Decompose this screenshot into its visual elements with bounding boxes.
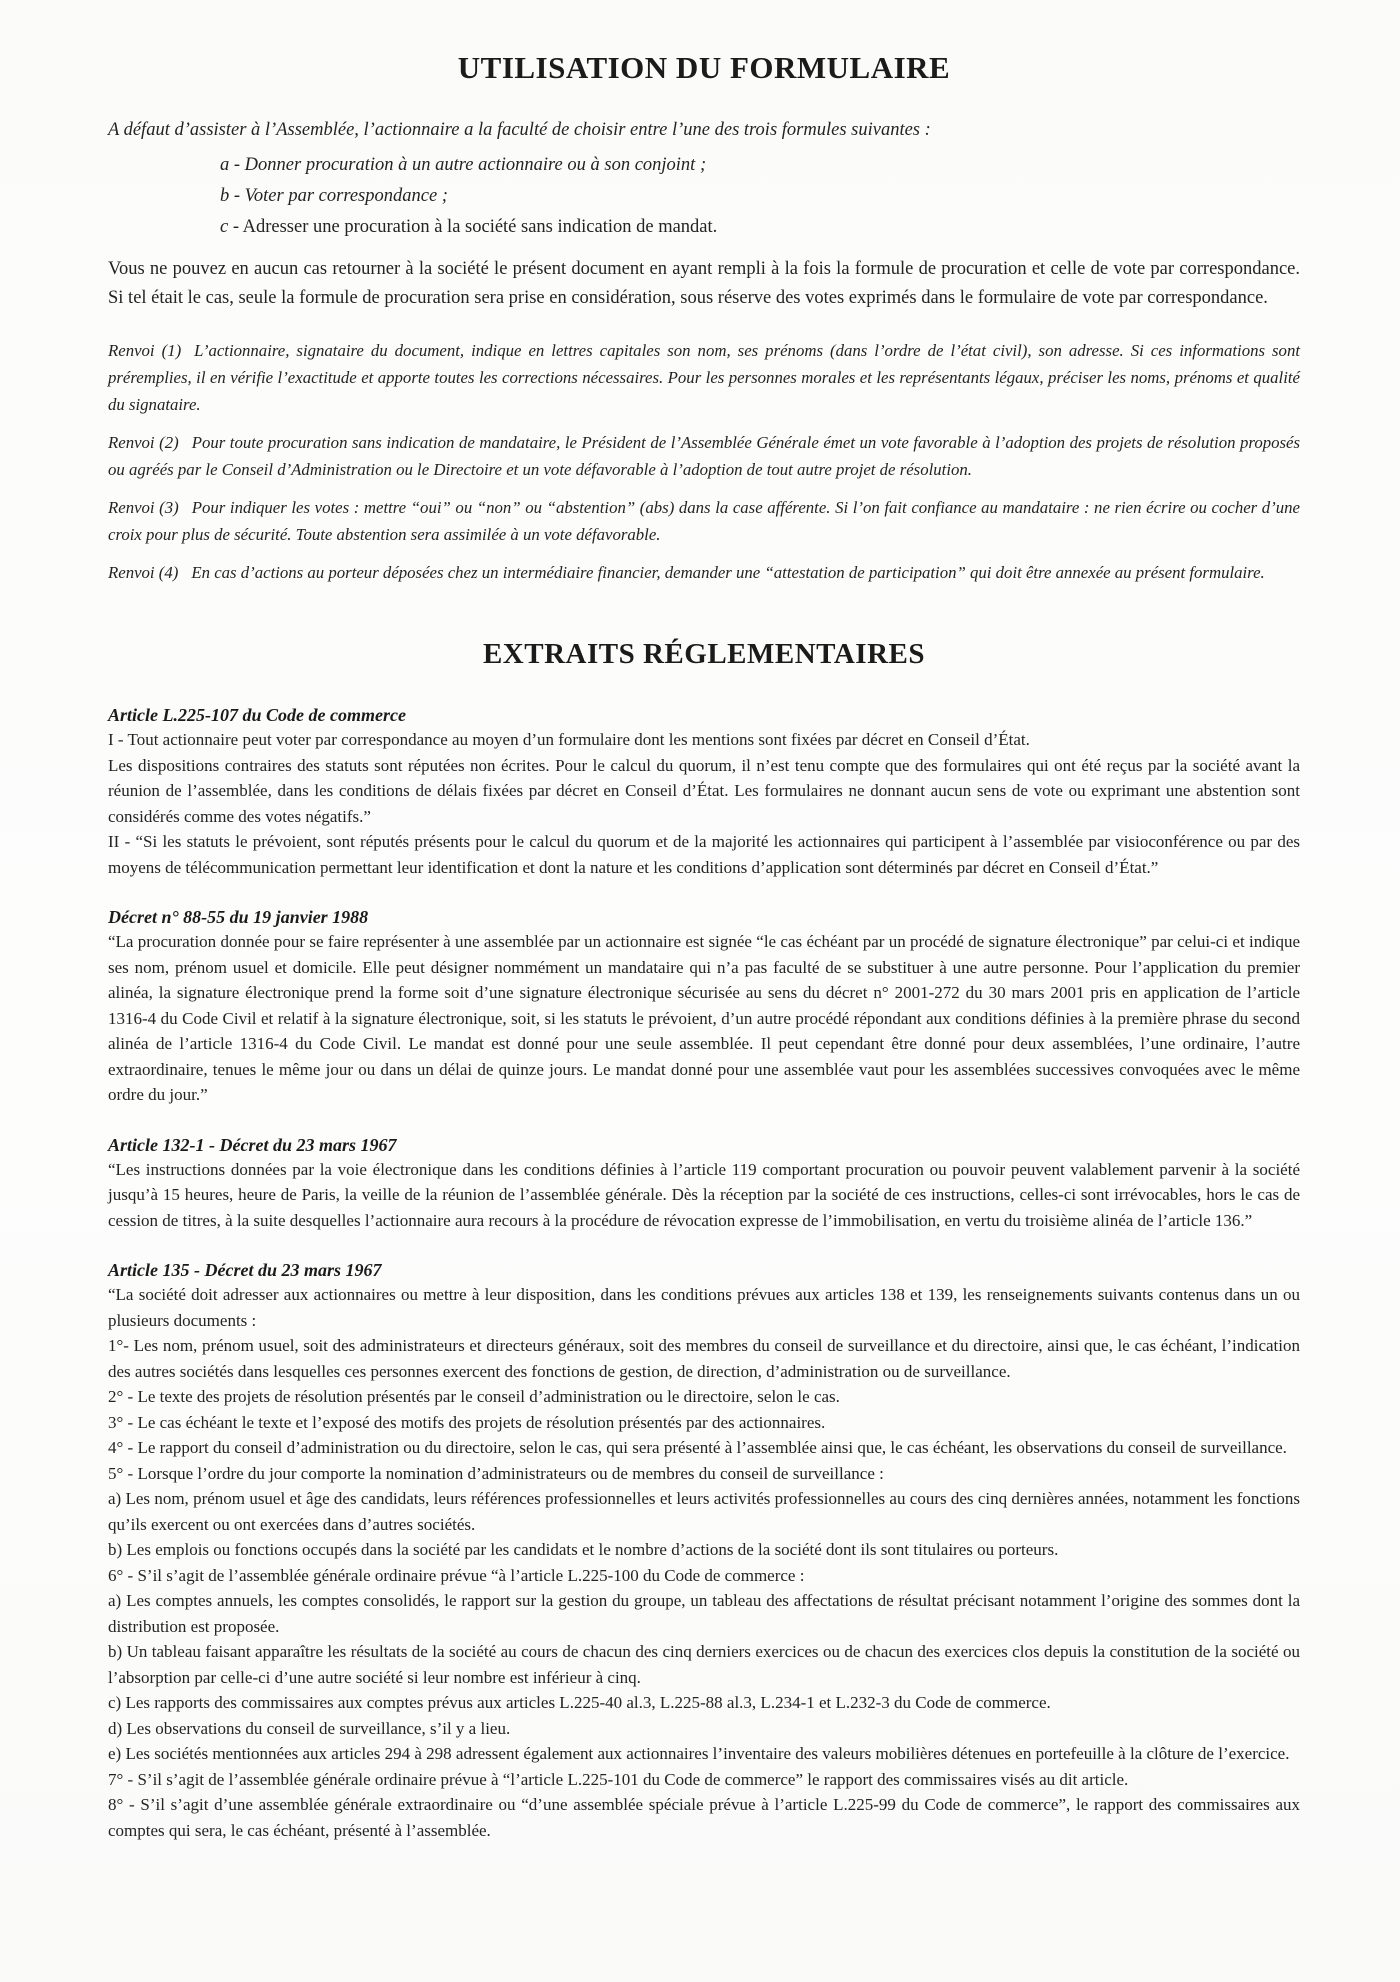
article-paragraph: “La procuration donnée pour se faire représenter à une assemblée par un actionnaire est signée “le cas échéant par un procédé de signature électronique” par celui-ci et indique ses nom, prénom usuel et domicile. Elle peut désigner nommément un mandataire qui n’a pas faculté de se substituer à une autre personne. Pour l’application du premier alinéa, la signature électronique prend la forme soit d’une signature électronique sécurisée au sens du décret n° 2001-272 du 30 mars 2001 pris en application de l’article 1316-4 du Code Civil et relatif à la signature électronique, soit, si les statuts le prévoient, d’un autre procédé répondant aux conditions définies à la première phrase du second alinéa de l’article 1316-4 du Code Civil. Le mandat est donné pour une seule assemblée. Il peut cependant être donné pour deux assemblées, l’une ordinaire, l’autre extraordinaire, tenues le même jour ou dans un délai de quinze jours. Le mandat donné pour une assemblée vaut pour les assemblées successives convoquées avec le même ordre du jour.” [108, 932, 1300, 1104]
article-heading: Article 132-1 - Décret du 23 mars 1967 [108, 1134, 397, 1155]
article-paragraph: 5° - Lorsque l’ordre du jour comporte la nomination d’administrateurs ou de membres du conseil de surveillance : [108, 1463, 884, 1483]
option-b [220, 181, 1300, 212]
renvoi-1-label: Renvoi (1) [108, 341, 182, 360]
article-132-1 [108, 1135, 1300, 1234]
renvoi-1-text: L’actionnaire, signataire du document, indique en lettres capitales son nom, ses prénoms (dans l’ordre de l’état civil), son adresse. Si ces informations sont préremplies, il en vérifie l’exactitude et apporte toutes les corrections nécessaires. Pour les personnes morales et les représentants légaux, préciser les noms, prénoms et qualité du signataire. [108, 341, 1300, 414]
renvoi-4 [108, 559, 1300, 586]
option-c-label: c - [220, 217, 239, 237]
intro-paragraph: A défaut d’assister à l’Assemblée, l’actionnaire a la faculté de choisir entre l’une des trois formules suivantes : [108, 120, 931, 140]
article-paragraph: b) Un tableau faisant apparaître les résultats de la société au cours de chacun des cinq derniers exercices ou de chacun des exercices clos depuis la constitution de la société ou l’absorption par celle-ci d’une autre société si leur nombre est inférieur à cinq. [108, 1642, 1300, 1687]
article-paragraph: I - Tout actionnaire peut voter par correspondance au moyen d’un formulaire dont les mentions sont fixées par décret en Conseil d’État. [108, 730, 1030, 749]
option-c [220, 212, 1300, 243]
renvois-notes [108, 337, 1300, 586]
article-paragraph: b) Les emplois ou fonctions occupés dans la société par les candidats et le nombre d’actions de la société dont ils sont titulaires ou porteurs. [108, 1540, 1059, 1559]
article-l225-107 [108, 705, 1300, 880]
article-heading: Article L.225-107 du Code de commerce [108, 705, 406, 725]
article-paragraph: “Les instructions données par la voie électronique dans les conditions définies à l’article 119 comportant procuration ou pouvoir peuvent valablement parvenir à la société jusqu’à 15 heures, heure de Paris, la veille de la réunion de l’assemblée générale. Dès la réception par la société de ces instructions, celles-ci sont irrévocables, hors le cas de cession de titres, à la suite desquelles l’actionnaire aura recours à la procédure de révocation expresse de l’immobilisation, en vertu du troisième alinéa de l’article 136.” [108, 1159, 1300, 1230]
renvoi-4-text: En cas d’actions au porteur déposées chez un intermédiaire financier, demander une “attestation de participation” qui doit être annexée au présent formulaire. [191, 563, 1265, 582]
renvoi-2-text: Pour toute procuration sans indication de mandataire, le Président de l’Assemblée Générale émet un vote favorable à l’adoption des projets de résolution proposés ou agréés par le Conseil d’Administration ou le Directoire et un vote défavorable à l’adoption de tout autre projet de résolution. [108, 433, 1300, 479]
article-paragraph: 8° - S’il s’agit d’une assemblée générale extraordinaire ou “d’une assemblée spéciale prévue à l’article L.225-99 du Code de commerce”, le rapport des commissaires aux comptes qui sera, le cas échéant, présenté à l’assemblée. [108, 1795, 1300, 1840]
article-heading: Décret n° 88-55 du 19 janvier 1988 [108, 907, 369, 927]
extraits-title: EXTRAITS RÉGLEMENTAIRES [482, 638, 926, 670]
article-135 [108, 1260, 1300, 1843]
option-b-label: b - [220, 186, 241, 206]
article-paragraph: 6° - S’il s’agit de l’assemblée générale ordinaire prévue “à l’article L.225-100 du Code de commerce : [108, 1565, 805, 1585]
article-paragraph: c) Les rapports des commissaires aux comptes prévus aux articles L.225-40 al.3, L.225-88 al.3, L.234-1 et L.232-3 du Code de commerce. [108, 1693, 1051, 1712]
article-decret-88-55 [108, 907, 1300, 1108]
article-paragraph: Les dispositions contraires des statuts sont réputées non écrites. Pour le calcul du quorum, il n’est tenu compte que des formulaires qui ont été reçus par la société avant la réunion de l’assemblée, dans les conditions de délais fixées par décret en Conseil d’État. Les formulaires ne donnant aucun sens de vote ou exprimant une abstention sont considérés comme des votes négatifs.” [108, 755, 1300, 826]
option-a-label: a - [220, 155, 241, 175]
article-paragraph: 3° - Le cas échéant le texte et l’exposé des motifs des projets de résolution présentés par des actionnaires. [108, 1412, 826, 1432]
option-a [220, 150, 1300, 181]
article-paragraph: 1°- Les nom, prénom usuel, soit des administrateurs et directeurs généraux, soit des membres du conseil de surveillance et du directoire, ainsi que, le cas échéant, l’indication des autres sociétés dans lesquelles ces personnes exercent des fonctions de gestion, de direction, d’administration ou de surveillance. [108, 1336, 1300, 1381]
article-paragraph: a) Les nom, prénom usuel et âge des candidats, leurs références professionnelles et leurs activités professionnelles au cours des cinq dernières années, notamment les fonctions qu’ils exercent ou ont exercées dans d’autres sociétés. [108, 1489, 1300, 1534]
page-title: UTILISATION DU FORMULAIRE [457, 50, 951, 85]
article-paragraph: “La société doit adresser aux actionnaires ou mettre à leur disposition, dans les conditions prévues aux articles 138 et 139, les renseignements suivants contenus dans un ou plusieurs documents : [108, 1285, 1300, 1330]
renvoi-3-text: Pour indiquer les votes : mettre “oui” ou “non” ou “abstention” (abs) dans la case afférente. Si l’on fait confiance au mandataire : ne rien écrire ou cocher d’une croix pour plus de sécurité. Toute abstention sera assimilée à un vote défavorable. [108, 498, 1300, 544]
article-paragraph: a) Les comptes annuels, les comptes consolidés, le rapport sur la gestion du groupe, un tableau des affectations de résultat précisant notamment l’origine des sommes dont la distribution est proposée. [108, 1591, 1300, 1636]
option-a-text: Donner procuration à un autre actionnaire ou à son conjoint ; [244, 155, 707, 175]
article-paragraph: e) Les sociétés mentionnées aux articles 294 à 298 adressent également aux actionnaires l’inventaire des valeurs mobilières détenues en portefeuille à la clôture de l’exercice. [108, 1744, 1290, 1763]
options-list [220, 150, 1300, 243]
renvoi-3-label: Renvoi (3) [108, 498, 179, 517]
renvoi-2 [108, 429, 1300, 483]
renvoi-3 [108, 494, 1300, 548]
article-heading: Article 135 - Décret du 23 mars 1967 [108, 1260, 382, 1280]
article-paragraph: d) Les observations du conseil de surveillance, s’il y a lieu. [108, 1718, 511, 1738]
option-b-text: Voter par correspondance ; [244, 186, 448, 206]
option-c-text: Adresser une procuration à la société sans indication de mandat. [242, 217, 718, 237]
warning-paragraph: Vous ne pouvez en aucun cas retourner à la société le présent document en ayant rempli à la fois la formule de procuration et celle de vote par correspondance. Si tel était le cas, seule la formule de procuration sera prise en considération, sous réserve des votes exprimés dans le formulaire de vote par correspondance. [108, 259, 1300, 308]
renvoi-1 [108, 337, 1300, 418]
renvoi-4-label: Renvoi (4) [108, 563, 179, 582]
article-paragraph: 4° - Le rapport du conseil d’administration ou du directoire, selon le cas, qui sera présenté à l’assemblée ainsi que, le cas échéant, les observations du conseil de surveillance. [108, 1438, 1287, 1457]
article-paragraph: II - “Si les statuts le prévoient, sont réputés présents pour le calcul du quorum et de la majorité les actionnaires qui participent à l’assemblée par visioconférence ou par des moyens de télécommunication permettant leur identification et dont la nature et les conditions d’application sont déterminés par décret en Conseil d’État.” [108, 832, 1300, 877]
article-paragraph: 2° - Le texte des projets de résolution présentés par le conseil d’administration ou le directoire, selon le cas. [108, 1387, 840, 1406]
renvoi-2-label: Renvoi (2) [108, 433, 179, 452]
article-paragraph: 7° - S’il s’agit de l’assemblée générale ordinaire prévue à “l’article L.225-101 du Code de commerce” le rapport des commissaires visés au dit article. [108, 1769, 1129, 1789]
